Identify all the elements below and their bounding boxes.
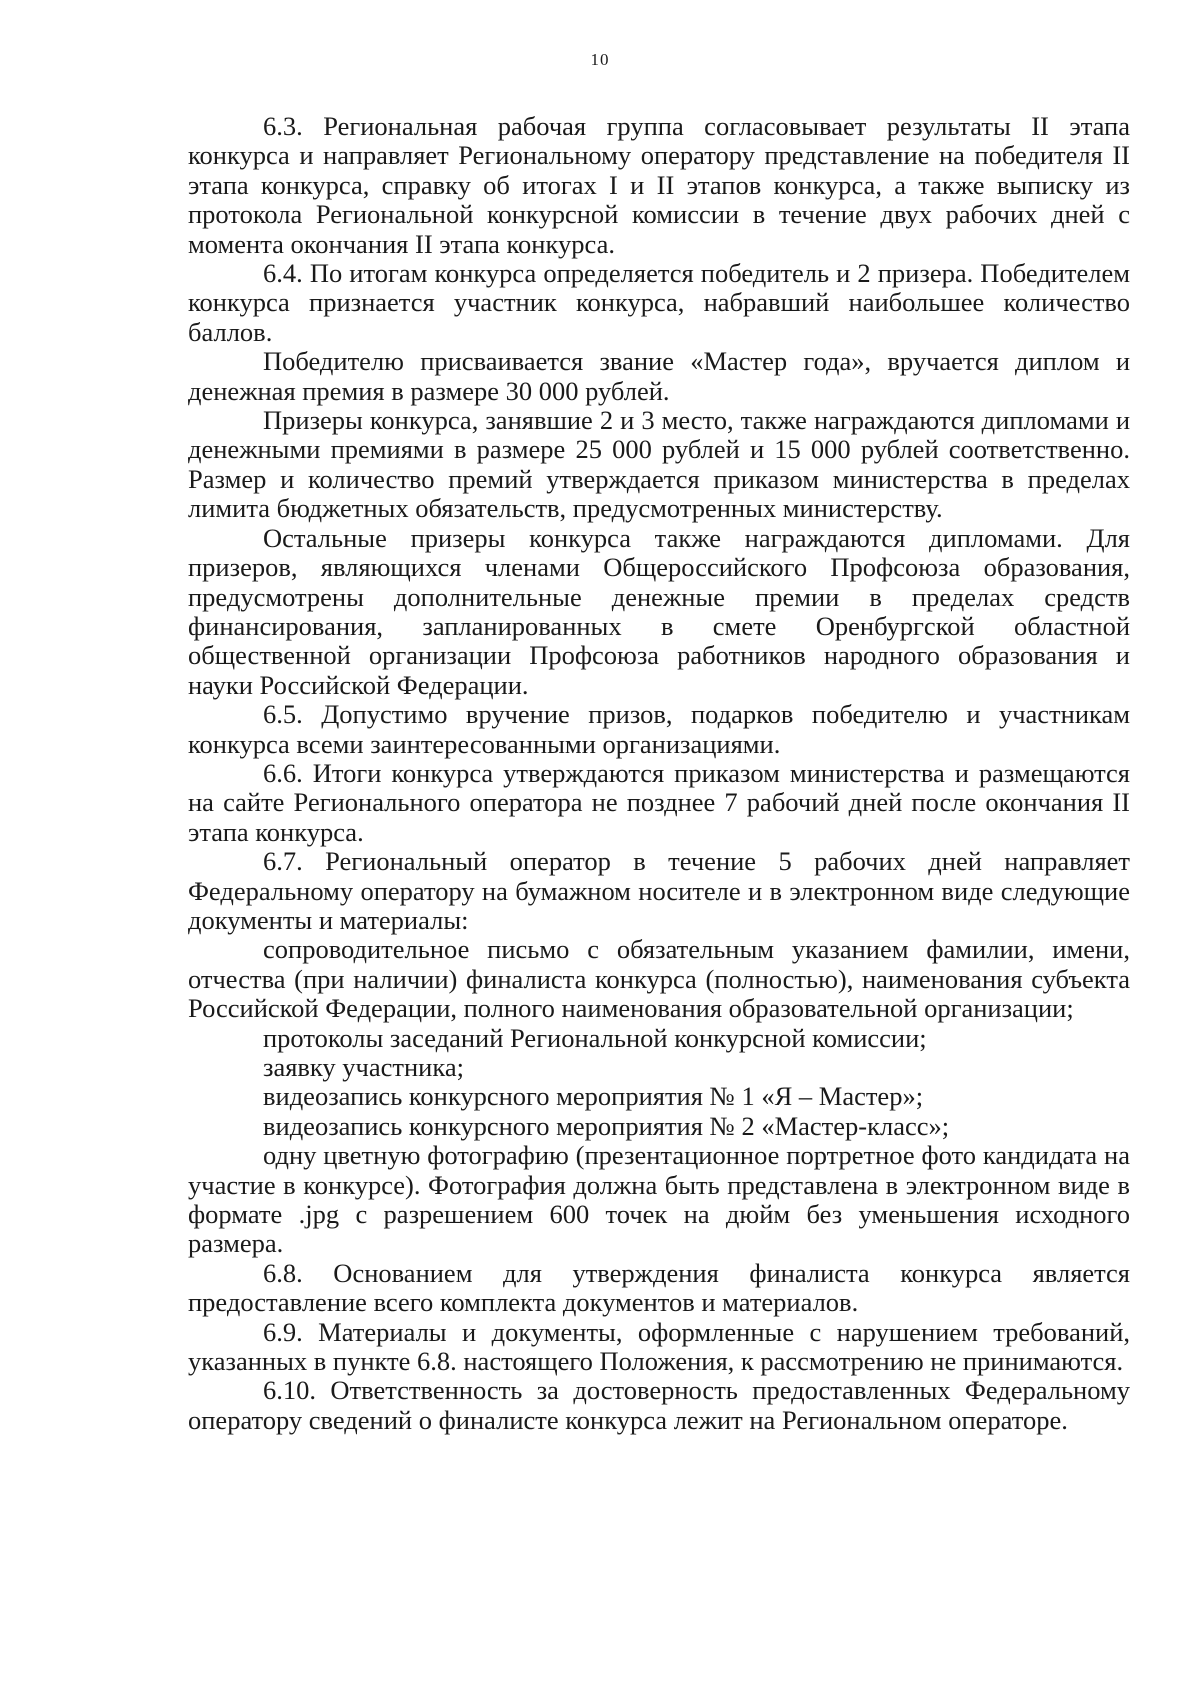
document-body (188, 112, 1130, 1435)
paragraph-6-5: 6.5. Допустимо вручение призов, подарков победителю и участникам конкурса всеми заинтересованными организациями. (188, 699, 1130, 759)
paragraph-6-7: 6.7. Региональный оператор в течение 5 рабочих дней направляет Федеральному оператору на бумажном носителе и в электронном виде следующие документы и материалы: (188, 846, 1130, 935)
list-item-photo: одну цветную фотографию (презентационное портретное фото кандидата на участие в конкурсе). Фотография должна быть представлена в электронном виде в формате .jpg с разрешением 600 точек на дюйм без уменьшения исходного размера. (188, 1140, 1130, 1259)
page-number: 10 (590, 50, 610, 69)
list-item-application: заявку участника; (263, 1052, 464, 1082)
paragraph-6-8: 6.8. Основанием для утверждения финалиста конкурса является предоставление всего комплекта документов и материалов. (188, 1257, 1130, 1318)
paragraph-winner-prize: Победителю присваивается звание «Мастер года», вручается диплом и денежная премия в размере 30 000 рублей. (188, 346, 1130, 406)
paragraph-6-6: 6.6. Итоги конкурса утверждаются приказом министерства и размещаются на сайте Регионального оператора не позднее 7 рабочий дней после окончания II этапа конкурса. (188, 757, 1130, 847)
paragraph-6-9: 6.9. Материалы и документы, оформленные с нарушением требований, указанных в пункте 6.8. настоящего Положения, к рассмотрению не принимаются. (188, 1316, 1130, 1377)
paragraph-other-prizes: Остальные призеры конкурса также награждаются дипломами. Для призеров, являющихся членами Общероссийского Профсоюза образования, предусмотрены дополнительные денежные премии в пределах средств финансирования, запланированных в смете Оренбургской областной общественной организации Профсоюза работников народного образования и науки Российской Федерации. (188, 522, 1130, 700)
paragraph-runners-up-prizes: Призеры конкурса, занявшие 2 и 3 место, также награждаются дипломами и денежными премиями в размере 25 000 рублей и 15 000 рублей соответственно. Размер и количество премий утверждается приказом министерства в пределах лимита бюджетных обязательств, предусмотренных министерству. (188, 405, 1130, 524)
paragraph-6-10: 6.10. Ответственность за достоверность предоставленных Федеральному оператору сведений о финалисте конкурса лежит на Региональном операторе. (188, 1375, 1130, 1435)
paragraph-6-3: 6.3. Региональная рабочая группа согласовывает результаты II этапа конкурса и направляет Региональному оператору представление на победителя II этапа конкурса, справку об итогах I и II этапов конкурса, а также выписку из протокола Региональной конкурсной комиссии в течение двух рабочих дней с момента окончания II этапа конкурса. (188, 111, 1130, 259)
list-item-video-1: видеозапись конкурсного мероприятия № 1 «Я – Мастер»; (263, 1081, 924, 1112)
list-item-protocols: протоколы заседаний Региональной конкурсной комиссии; (263, 1022, 927, 1053)
paragraph-6-4: 6.4. По итогам конкурса определяется победитель и 2 призера. Победителем конкурса признается участник конкурса, набравший наибольшее количество баллов. (188, 258, 1130, 347)
list-item-cover-letter: сопроводительное письмо с обязательным указанием фамилии, имени, отчества (при наличии) финалиста конкурса (полностью), наименования субъекта Российской Федерации, полного наименования образовательной организации; (188, 934, 1130, 1024)
list-item-video-2: видеозапись конкурсного мероприятия № 2 «Мастер-класс»; (263, 1110, 950, 1141)
